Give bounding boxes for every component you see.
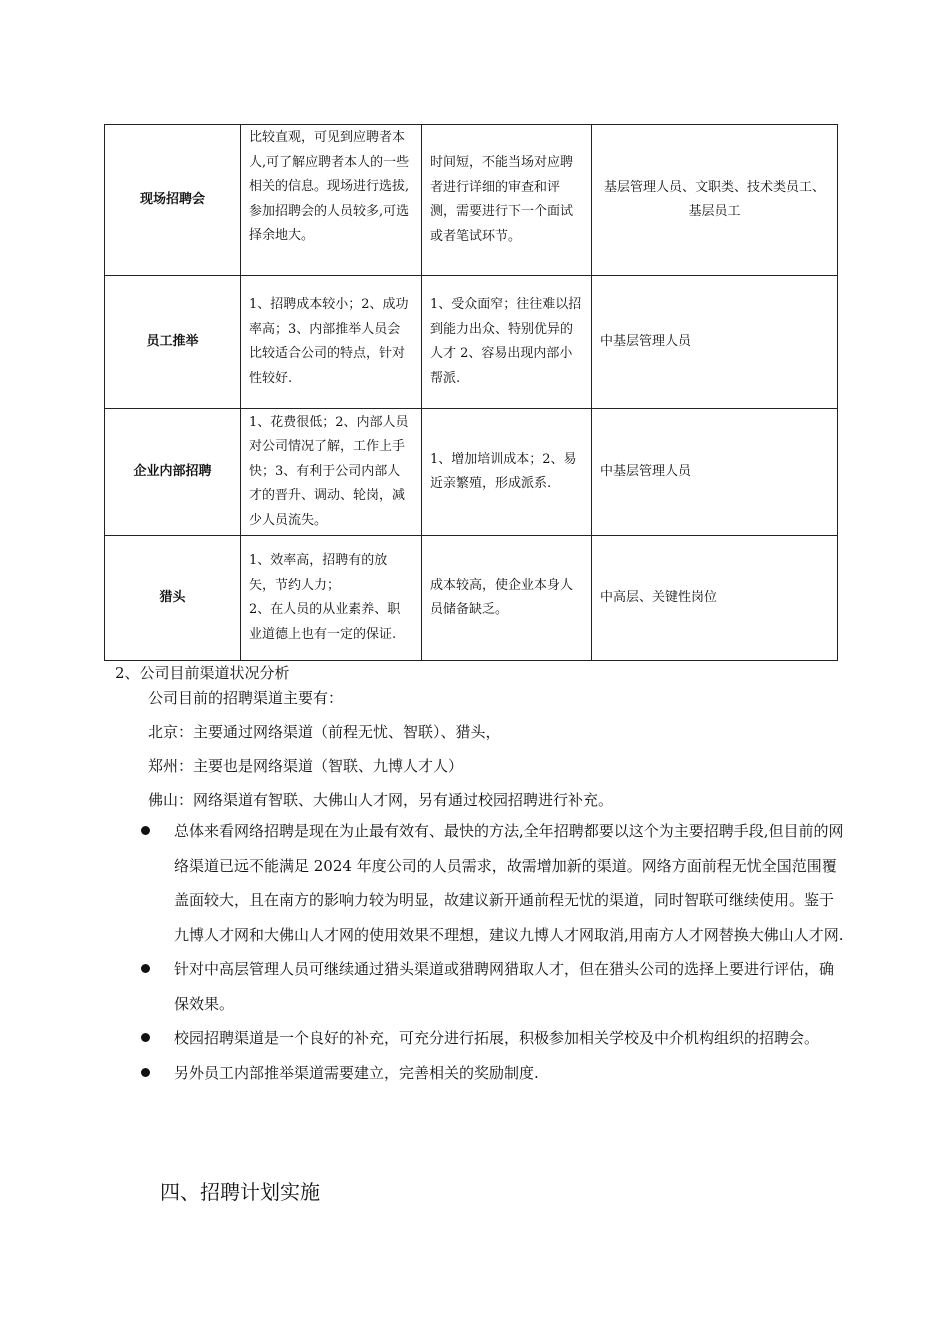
bullet-item: 另外员工内部推举渠道需要建立，完善相关的奖励制度. [138,1056,848,1091]
channel-pros: 1、招聘成本较小；2、成功率高；3、内部推举人员会比较适合公司的特点，针对性较好. [241,276,422,409]
channel-name: 猎头 [105,536,241,661]
section-heading-channel-analysis: 2、公司目前渠道状况分析 [115,664,290,682]
foshan-text: 佛山：网络渠道有智联、大佛山人才网，另有通过校园招聘进行补充。 [148,791,614,809]
bullet-icon [141,1068,150,1077]
intro-text: 公司目前的招聘渠道主要有： [148,689,344,707]
bullet-item: 总体来看网络招聘是现在为止最有效有、最快的方法,全年招聘都要以这个为主要招聘手段,但目前的网络渠道已远不能满足 2024 年度公司的人员需求，故需增加新的渠道。网络方面前程无忧全国范围覆盖面较大，且在南方的影响力较为明显，故建议新开通前程无忧的渠道，同时智联可继续使用。鉴于九博人才网和大佛山人才网的使用效果不理想，建议九博人才网取消,用南方人才网替换大佛山人才网. [138,814,848,952]
channel-target: 基层管理人员、文职类、技术类员工、基层员工 [592,125,838,276]
table-row [105,536,838,661]
bullet-list [138,814,848,1090]
pros-line-1: 1、效率高，招聘有的放矢，节约人力； [249,553,388,593]
channel-target: 中基层管理人员 [592,409,838,536]
pros-line-2: 2、在人员的从业素养、职业道德上也有一定的保证. [249,602,401,642]
channel-cons: 1、增加培训成本；2、易近亲繁殖，形成派系. [422,409,592,536]
channel-cons: 1、受众面窄；往往难以招到能力出众、特别优异的人才 2、容易出现内部小帮派. [422,276,592,409]
channel-target: 中高层、关键性岗位 [592,536,838,661]
beijing-text: 北京：主要通过网络渠道（前程无忧、智联）、猎头， [148,723,501,741]
bullet-icon [141,964,150,973]
bullet-icon [141,826,150,835]
section-heading-plan: 四、招聘计划实施 [160,1180,320,1204]
channel-name: 现场招聘会 [105,125,241,276]
table-row [105,276,838,409]
channel-cons: 时间短，不能当场对应聘者进行详细的审查和评测，需要进行下一个面试或者笔试环节。 [422,125,592,276]
channel-target: 中基层管理人员 [592,276,838,409]
channel-name: 员工推举 [105,276,241,409]
recruitment-channel-table [104,124,838,661]
bullet-icon [141,1033,150,1042]
zhengzhou-text: 郑州：主要也是网络渠道（智联、九博人才人） [148,757,464,775]
bullet-item: 针对中高层管理人员可继续通过猎头渠道或猎聘网猎取人才，但在猎头公司的选择上要进行评估，确保效果。 [138,952,848,1021]
table-row [105,409,838,536]
channel-pros: 比较直观，可见到应聘者本人,可了解应聘者本人的一些相关的信息。现场进行选拔,参加招聘会的人员较多,可选择余地大。 [241,125,422,276]
channel-name: 企业内部招聘 [105,409,241,536]
channel-pros [241,536,422,661]
bullet-item: 校园招聘渠道是一个良好的补充，可充分进行拓展，积极参加相关学校及中介机构组织的招聘会。 [138,1021,848,1056]
channel-cons: 成本较高，使企业本身人员储备缺乏。 [422,536,592,661]
table-row [105,125,838,276]
channel-pros: 1、花费很低；2、内部人员对公司情况了解，工作上手快；3、有利于公司内部人才的晋升、调动、轮岗，减少人员流失。 [241,409,422,536]
